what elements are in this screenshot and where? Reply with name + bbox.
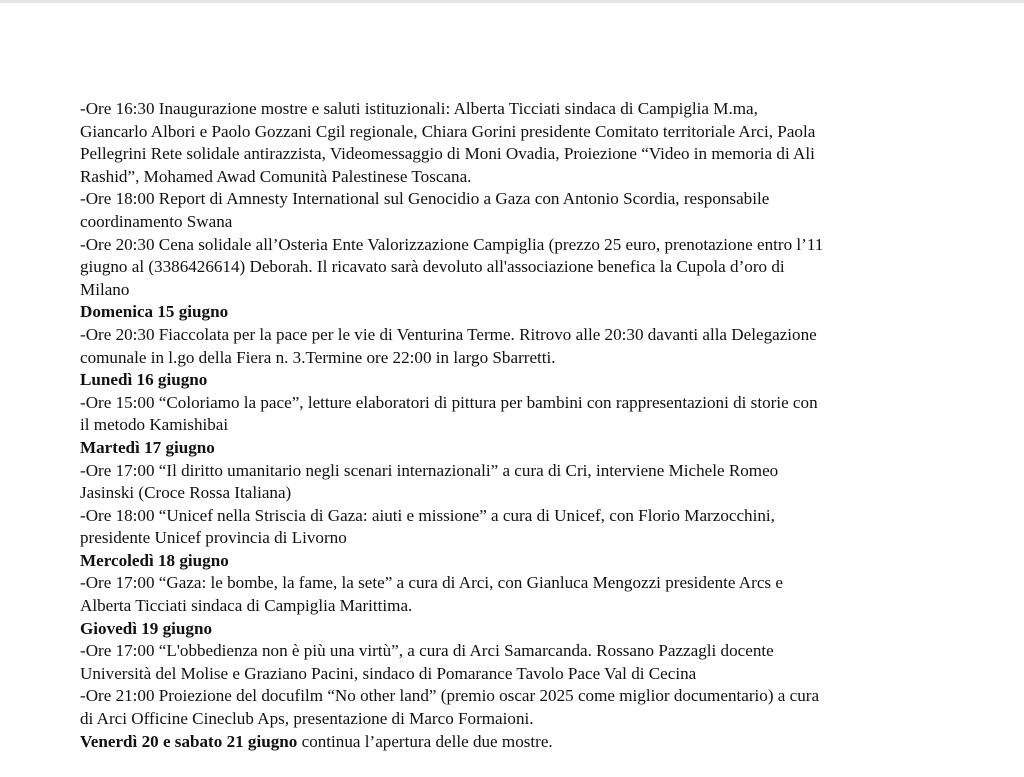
program-line: Alberta Ticciati sindaca di Campiglia Marittima. — [80, 596, 413, 616]
program-line: -Ore 17:00 “Gaza: le bombe, la fame, la sete” a cura di Arci, con Gianluca Mengozzi presidente Arcs e — [80, 573, 783, 593]
program-line: presidente Unicef provincia di Livorno — [80, 528, 347, 548]
program-line: comunale in l.go della Fiera n. 3.Termine ore 22:00 in largo Sbarretti. — [80, 347, 556, 367]
day-heading-giovedi: Giovedì 19 giugno — [80, 618, 213, 638]
program-line: -Ore 18:00 “Unicef nella Striscia di Gaza: aiuti e missione” a cura di Unicef, con Florio Marzocchini, — [80, 505, 775, 525]
day-heading-venerdi-sabato: Venerdì 20 e sabato 21 giugno continua l’apertura delle due mostre. — [80, 731, 553, 751]
program-line: -Ore 21:00 Proiezione del docufilm “No other land” (premio oscar 2025 come miglior documentario) a cura — [80, 686, 820, 706]
program-line: Rashid”, Mohamed Awad Comunità Palestinese Toscana. — [80, 166, 472, 186]
day-heading-martedi: Martedì 17 giugno — [80, 437, 215, 457]
program-line: Pellegrini Rete solidale antirazzista, Videomessaggio di Moni Ovadia, Proiezione “Video in memoria di Ali — [80, 144, 815, 164]
program-line: Milano — [80, 279, 130, 299]
program-line: -Ore 20:30 Fiaccolata per la pace per le vie di Venturina Terme. Ritrovo alle 20:30 davanti alla Delegazione — [80, 324, 817, 344]
program-line: -Ore 15:00 “Coloriamo la pace”, letture elaboratori di pittura per bambini con rappresentazioni di storie con — [80, 392, 818, 412]
program-line: -Ore 20:30 Cena solidale all’Osteria Ente Valorizzazione Campiglia (prezzo 25 euro, prenotazione entro l’11 — [80, 234, 824, 254]
program-line: -Ore 17:00 “Il diritto umanitario negli scenari internazionali” a cura di Cri, interviene Michele Romeo — [80, 460, 779, 480]
day-heading-lunedi: Lunedì 16 giugno — [80, 370, 208, 390]
program-line: -Ore 16:30 Inaugurazione mostre e saluti istituzionali: Alberta Ticciati sindaca di Campiglia M.ma, — [80, 99, 758, 118]
program-line: -Ore 17:00 “L'obbedienza non è più una virtù”, a cura di Arci Samarcanda. Rossano Pazzagli docente — [80, 641, 774, 661]
program-text — [80, 98, 950, 753]
program-line: Giancarlo Albori e Paolo Gozzani Cgil regionale, Chiara Gorini presidente Comitato territoriale Arci, Paola — [80, 121, 816, 141]
day-heading-domenica: Domenica 15 giugno — [80, 302, 229, 322]
program-line: di Arci Officine Cineclub Aps, presentazione di Marco Formaioni. — [80, 709, 534, 729]
page-top-border — [0, 0, 1024, 3]
program-line: -Ore 18:00 Report di Amnesty International sul Genocidio a Gaza con Antonio Scordia, responsabile — [80, 189, 770, 209]
program-line: Università del Molise e Graziano Pacini, sindaco di Pomarance Tavolo Pace Val di Cecina — [80, 663, 697, 683]
program-line: il metodo Kamishibai — [80, 415, 229, 435]
program-line: giugno al (3386426614) Deborah. Il ricavato sarà devoluto all'associazione benefica la Cupola d’oro di — [80, 257, 785, 277]
program-line: coordinamento Swana — [80, 211, 233, 231]
day-heading-mercoledi: Mercoledì 18 giugno — [80, 550, 229, 570]
program-line: Jasinski (Croce Rossa Italiana) — [80, 483, 292, 503]
